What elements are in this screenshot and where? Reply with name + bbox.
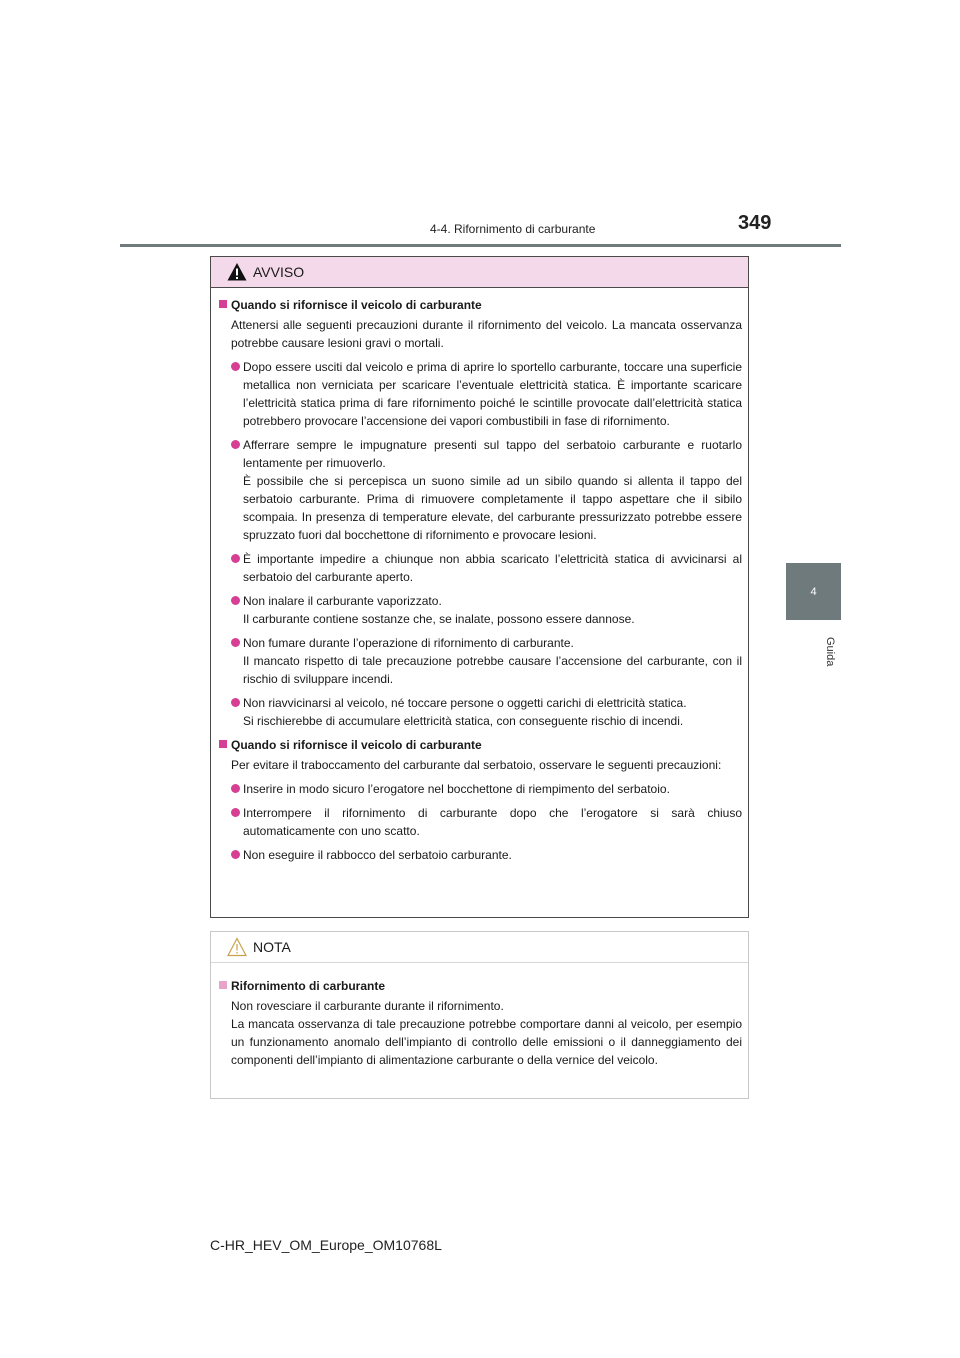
note-body [211, 963, 748, 1069]
warning-section-title: Quando si rifornisce il veicolo di carburante [219, 296, 742, 314]
bullet-dot-icon [231, 596, 240, 605]
list-item: Dopo essere usciti dal veicolo e prima di aprire lo sportello carburante, toccare una superficie metallica non verniciata per scaricare l’eventuale elettricità statica. È importante scaricare l’elettricità statica prima di fare rifornimento poiché le scintille provocate dall’elettricità statica potrebbero provocare l’accensione dei vapori combustibili in fase di rifornimento. [219, 358, 742, 430]
warning-header [211, 257, 748, 288]
list-item: Interrompere il rifornimento di carburante dopo che l’erogatore si sarà chiuso automaticamente con uno scatto. [219, 804, 742, 840]
warning-intro: Attenersi alle seguenti precauzioni durante il rifornimento del veicolo. La mancata osservanza potrebbe causare lesioni gravi o mortali. [231, 318, 742, 350]
bullet-dot-icon [231, 638, 240, 647]
note-section-title: Rifornimento di carburante [219, 977, 742, 995]
warning-triangle-icon [227, 262, 247, 282]
list-item: Afferrare sempre le impugnature presenti sul tappo del serbatoio carburante e ruotarlo lentamente per rimuoverlo. È possibile che si percepisca un suono simile ad un sibilo quando si allenta il tappo del serbatoio carburante. Prima di rimuovere completamente il tappo aspettare che il sibilo scompaia. In presenza di temperature elevate, del carburante pressurizzato potrebbe essere spruzzato fuori dal bocchettone di rifornimento e provocare lesioni. [219, 436, 742, 544]
square-bullet-icon [219, 740, 227, 748]
warning-section-title: Quando si rifornisce il veicolo di carburante [219, 736, 742, 754]
note-text: Non rovesciare il carburante durante il rifornimento. La mancata osservanza di tale precauzione potrebbe comportare danni al veicolo, per esempio un funzionamento anomalo dell’impianto di controllo delle emissioni o il danneggiamento dei componenti dell’impianto di alimentazione carburante o della vernice del veicolo. [231, 999, 742, 1067]
list-item: Non eseguire il rabbocco del serbatoio carburante. [219, 846, 742, 864]
bullet-dot-icon [231, 784, 240, 793]
list-item: Non inalare il carburante vaporizzato. Il carburante contiene sostanze che, se inalate, possono essere dannose. [219, 592, 742, 628]
note-box [210, 931, 749, 1099]
section-title: 4-4. Rifornimento di carburante [430, 222, 596, 236]
list-item: Non riavvicinarsi al veicolo, né toccare persone o oggetti carichi di elettricità statica. Si rischierebbe di accumulare elettricità statica, con conseguente rischio di incendi. [219, 694, 742, 730]
bullet-dot-icon [231, 808, 240, 817]
bullet-dot-icon [231, 554, 240, 563]
bullet-dot-icon [231, 698, 240, 707]
page-number: 349 [738, 212, 772, 234]
header-divider [120, 244, 841, 247]
caution-triangle-outline-icon [227, 937, 247, 957]
list-item: È importante impedire a chiunque non abbia scaricato l’elettricità statica di avvicinarsi al serbatoio del carburante aperto. [219, 550, 742, 586]
bullet-dot-icon [231, 362, 240, 371]
square-bullet-icon [219, 981, 227, 989]
note-header [211, 932, 748, 963]
warning-title: AVVISO [253, 264, 305, 280]
warning-body [211, 288, 748, 864]
list-item: Inserire in modo sicuro l’erogatore nel bocchettone di riempimento del serbatoio. [219, 780, 742, 798]
chapter-tab: 4 [786, 563, 841, 620]
chapter-label: Guida [824, 637, 836, 667]
bullet-dot-icon [231, 440, 240, 449]
note-title: NOTA [253, 939, 291, 955]
bullet-dot-icon [231, 850, 240, 859]
square-bullet-icon [219, 300, 227, 308]
warning-intro: Per evitare il traboccamento del carburante dal serbatoio, osservare le seguenti precauzioni: [231, 758, 722, 772]
warning-box [210, 256, 749, 918]
list-item: Non fumare durante l’operazione di rifornimento di carburante. Il mancato rispetto di tale precauzione potrebbe causare l’accensione del carburante, con il rischio di sviluppare incendi. [219, 634, 742, 688]
document-id: C-HR_HEV_OM_Europe_OM10768L [210, 1237, 442, 1253]
